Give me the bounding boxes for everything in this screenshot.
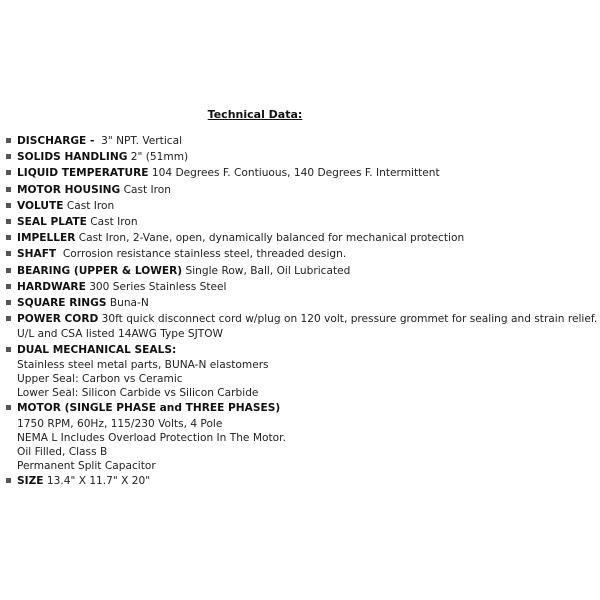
spec-detail-line: NEMA L Includes Overload Protection In The Motor. xyxy=(17,431,286,444)
spec-label: HARDWARE xyxy=(17,280,86,293)
square-bullet-icon xyxy=(6,251,11,256)
spec-item xyxy=(6,165,600,181)
square-bullet-icon xyxy=(6,187,11,192)
square-bullet-icon xyxy=(6,170,11,175)
spec-label: SQUARE RINGS xyxy=(17,297,107,310)
square-bullet-icon xyxy=(6,138,11,143)
spec-item xyxy=(6,133,600,149)
spec-value: 13.4" X 11.7" X 20" xyxy=(43,475,151,488)
square-bullet-icon xyxy=(6,478,11,483)
spec-detail-line: Stainless steel metal parts, BUNA-N elastomers xyxy=(17,358,269,371)
spec-item xyxy=(6,246,600,262)
spec-label: DUAL MECHANICAL SEALS: xyxy=(17,343,177,356)
square-bullet-icon xyxy=(6,405,11,410)
spec-detail-line: Permanent Split Capacitor xyxy=(17,460,156,473)
spec-label: SHAFT xyxy=(17,248,57,261)
spec-item xyxy=(6,342,600,401)
square-bullet-icon xyxy=(6,284,11,289)
spec-item xyxy=(6,311,600,341)
spec-item xyxy=(6,182,600,198)
spec-label: SOLIDS HANDLING xyxy=(17,151,128,164)
spec-value: 3" NPT. Vertical xyxy=(94,135,183,147)
spec-item xyxy=(6,263,600,279)
square-bullet-icon xyxy=(6,235,11,240)
square-bullet-icon xyxy=(6,154,11,159)
spec-detail-line: U/L and CSA listed 14AWG Type SJTOW xyxy=(17,328,224,341)
spec-value: 2" (51mm) xyxy=(127,151,189,164)
spec-detail-line: Lower Seal: Silicon Carbide vs Silicon Carbide xyxy=(17,387,259,400)
spec-item xyxy=(6,149,600,165)
spec-item xyxy=(6,473,600,489)
square-bullet-icon xyxy=(6,300,11,305)
square-bullet-icon xyxy=(6,347,11,352)
spec-label: POWER CORD xyxy=(17,313,99,326)
spec-value: Buna-N xyxy=(106,297,149,310)
spec-detail-line: Upper Seal: Carbon vs Ceramic xyxy=(17,373,183,386)
spec-item xyxy=(6,295,600,311)
spec-item xyxy=(6,400,600,473)
spec-label: SEAL PLATE xyxy=(17,216,87,229)
spec-label: MOTOR (SINGLE PHASE and THREE PHASES) xyxy=(17,402,281,415)
square-bullet-icon xyxy=(6,316,11,321)
spec-label: VOLUTE xyxy=(17,199,64,212)
square-bullet-icon xyxy=(6,203,11,208)
square-bullet-icon xyxy=(6,268,11,273)
spec-detail-line: Oil Filled, Class B xyxy=(17,446,108,459)
spec-label: IMPELLER xyxy=(17,232,76,245)
square-bullet-icon xyxy=(6,219,11,224)
spec-value: Single Row, Ball, Oil Lubricated xyxy=(182,264,351,277)
spec-label: LIQUID TEMPERATURE xyxy=(17,167,149,180)
spec-label: DISCHARGE - xyxy=(17,135,95,147)
spec-value: Cast Iron, 2-Vane, open, dynamically balanced for mechanical protection xyxy=(75,232,465,245)
spec-item xyxy=(6,230,600,246)
spec-value: Cast Iron xyxy=(63,199,115,212)
spec-item xyxy=(6,214,600,230)
spec-item xyxy=(6,279,600,295)
spec-label: SIZE xyxy=(17,475,44,488)
spec-value: Cast Iron xyxy=(86,216,138,229)
technical-data-list xyxy=(6,133,600,490)
page-title: Technical Data: xyxy=(207,108,303,121)
spec-label: BEARING (UPPER & LOWER) xyxy=(17,264,183,277)
spec-label: MOTOR HOUSING xyxy=(17,183,121,196)
spec-value: 300 Series Stainless Steel xyxy=(85,280,227,293)
spec-value: Cast Iron xyxy=(120,183,171,196)
spec-item xyxy=(6,198,600,214)
spec-value: 30ft quick disconnect cord w/plug on 120 volt, pressure grommet for sealing and strain relief. xyxy=(98,313,598,326)
spec-detail-line: 1750 RPM, 60Hz, 115/230 Volts, 4 Pole xyxy=(17,417,223,430)
spec-value: 104 Degrees F. Contiuous, 140 Degrees F. Intermittent xyxy=(148,167,440,180)
spec-value: Corrosion resistance stainless steel, threaded design. xyxy=(56,248,347,261)
